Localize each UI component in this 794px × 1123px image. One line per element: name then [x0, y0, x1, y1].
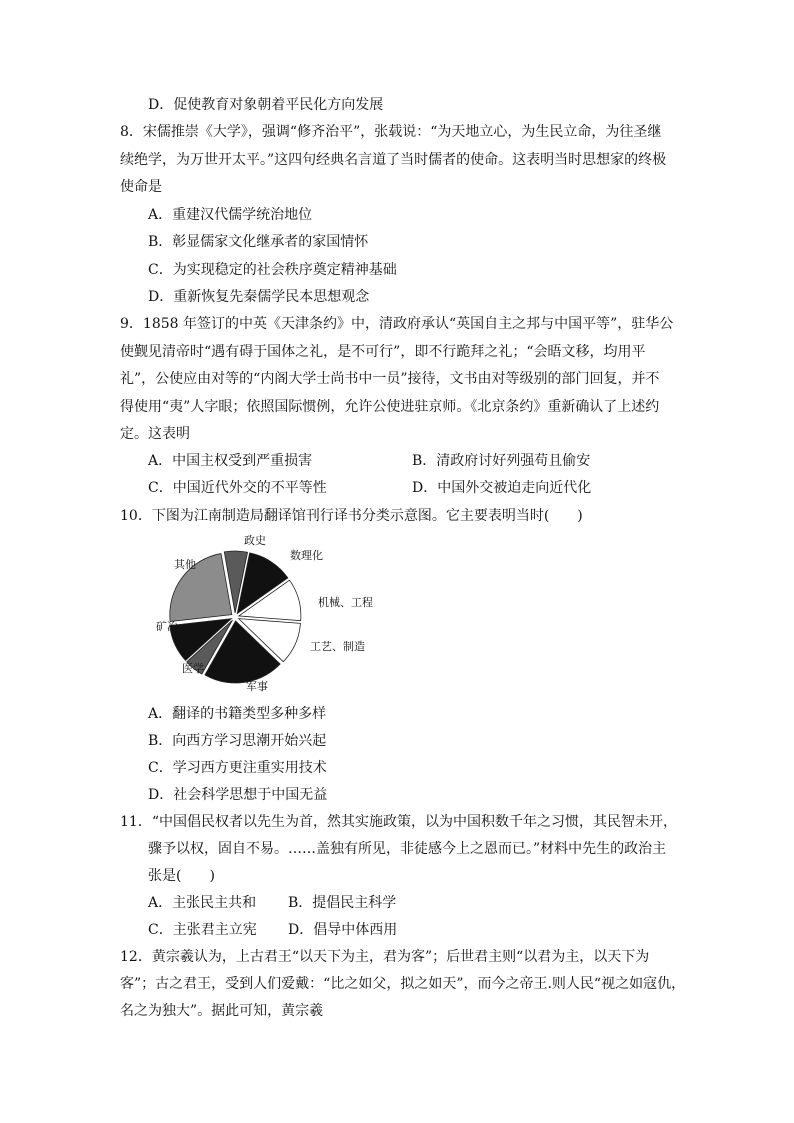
q8-option-b: B．彰显儒家文化继承者的家国情怀 — [148, 234, 369, 250]
pie-label-2: 机械、工程 — [318, 596, 373, 609]
q9-stem-line-1: 9．1858 年签订的中英《天津条约》中，清政府承认“英国自主之邦与中国平等”，驻华公 — [120, 316, 674, 332]
pie-label-0: 政史 — [244, 534, 266, 547]
q9-stem-line-4: 得使用“夷”人字眼；依照国际惯例，允许公使进驻京师。《北京条约》重新确认了上述约 — [120, 399, 660, 415]
q9-option-a: A．中国主权受到严重损害 — [148, 453, 313, 469]
q8-option-c: C．为实现稳定的社会秩序奠定精神基础 — [148, 262, 397, 278]
q12-stem-line-2: 客”；古之君王，受到人们爱戴：“比之如父，拟之如天”，而今之帝王.则人民“视之如寇仇， — [120, 976, 686, 992]
q11-stem-line-3: 张是( ) — [148, 868, 215, 884]
q11-option-c: C．主张君主立宪 — [148, 922, 257, 938]
q9-stem-line-2: 使觐见清帝时“遇有碍于国体之礼，是不可行”，即不行跪拜之礼；“会晤文移，均用平 — [120, 344, 646, 360]
q10-option-d: D．社会科学思想于中国无益 — [148, 787, 328, 803]
q9-option-c: C．中国近代外交的不平等性 — [148, 480, 327, 496]
pie-label-6: 矿冶 — [156, 620, 178, 633]
q8-stem-line-3: 使命是 — [120, 179, 162, 195]
pie-label-3: 工艺、制造 — [310, 640, 365, 653]
q11-option-d: D．倡导中体西用 — [288, 922, 398, 938]
q9-option-b: B．清政府讨好列强苟且偷安 — [412, 453, 591, 469]
q10-option-c: C．学习西方更注重实用技术 — [148, 760, 327, 776]
q11-option-b: B．提倡民主科学 — [288, 895, 397, 911]
q10-option-a: A．翻译的书籍类型多种多样 — [148, 706, 327, 722]
q8-stem-line-1: 8．宋儒推崇《大学》，强调“修齐治平”，张载说：“为天地立心，为生民立命，为往圣继 — [120, 124, 662, 140]
q12-stem-line-1: 12．黄宗羲认为，上古君王“以天下为主，君为客”；后世君主则“以君为主，以天下为 — [120, 949, 650, 965]
pie-label-1: 数理化 — [290, 549, 323, 562]
q10-stem: 10．下图为江南制造局翻译馆刊行译书分类示意图。它主要表明当时( ) — [120, 508, 583, 524]
q12-stem-line-3: 名之为独大”。据此可知，黄宗羲 — [120, 1003, 324, 1019]
pie-label-7: 其他 — [174, 558, 196, 571]
q11-stem-line-2: 骤予以权，固自不易。……盖独有所见，非徒感今上之恩而已。”材料中先生的政治主 — [148, 841, 667, 857]
q8-option-a: A．重建汉代儒学统治地位 — [148, 207, 313, 223]
pie-label-4: 军事 — [246, 680, 268, 693]
pie-label-5: 医学 — [182, 662, 204, 675]
q8-option-d: D．重新恢复先秦儒学民本思想观念 — [148, 289, 370, 305]
q10-option-b: B．向西方学习思潮开始兴起 — [148, 733, 327, 749]
translation-category-pie-chart — [150, 534, 390, 694]
q11-stem-line-1: 11．“中国倡民权者以先生为首，然其实施政策，以为中国积数千年之习惯，其民智未开， — [120, 814, 677, 830]
q7-option-d: D．促使教育对象朝着平民化方向发展 — [148, 97, 384, 113]
q9-option-d: D．中国外交被迫走向近代化 — [412, 480, 592, 496]
q9-stem-line-5: 定。这表明 — [120, 426, 190, 442]
q9-stem-line-3: 礼”，公使应由对等的“内阁大学士尚书中一员”接待，文书由对等级别的部门回复，并不 — [120, 371, 660, 387]
q11-option-a: A．主张民主共和 — [148, 895, 257, 911]
q8-stem-line-2: 续绝学，为万世开太平。”这四句经典名言道了当时儒者的使命。这表明当时思想家的终极 — [120, 152, 667, 168]
